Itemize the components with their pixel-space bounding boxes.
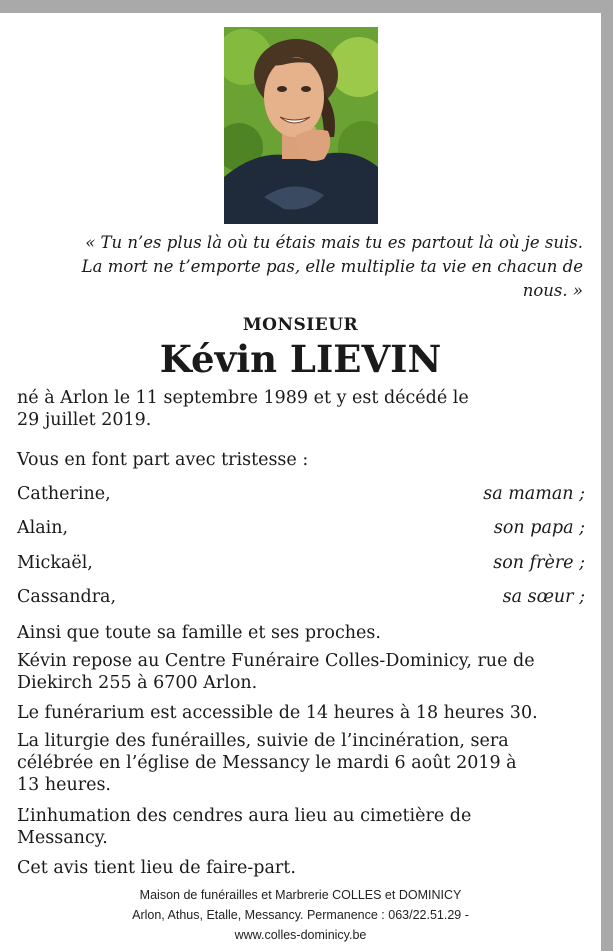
inhumation-text <box>17 805 587 849</box>
footer-line: Maison de funérailles et Marbrerie COLLES et DOMINICY <box>139 888 462 902</box>
notice-text: Cet avis tient lieu de faire-part. <box>17 858 296 878</box>
death-line: 29 juillet 2019. <box>17 410 152 430</box>
quote <box>20 231 583 303</box>
intro-text: Vous en font part avec tristesse : <box>17 450 309 470</box>
liturgy-text <box>17 730 587 796</box>
obituary-page <box>0 13 601 951</box>
repose-text <box>17 650 587 694</box>
family-row <box>17 483 585 505</box>
family-member-name: Cassandra, <box>17 587 117 607</box>
liturgy-line: célébrée en l’église de Messancy le mardi 6 août 2019 à <box>17 753 517 773</box>
hours-text: Le funérarium est accessible de 14 heures à 18 heures 30. <box>17 703 538 723</box>
family-member-name: Mickaël, <box>17 553 93 573</box>
footer-website-link[interactable]: www.colles-dominicy.be <box>234 928 367 942</box>
liturgy-line: La liturgie des funérailles, suivie de l’incinération, sera <box>17 731 509 751</box>
family-member-name: Alain, <box>17 518 69 538</box>
family-row <box>17 517 585 539</box>
family-row <box>17 552 585 574</box>
footer-line: Arlon, Athus, Etalle, Messancy. Permanence : 063/22.51.29 - <box>132 908 469 922</box>
repose-line: Kévin repose au Centre Funéraire Colles-Dominicy, rue de <box>17 651 535 671</box>
portrait-photo <box>224 27 378 224</box>
family-relation: sa sœur ; <box>502 587 585 607</box>
family-relation: son papa ; <box>493 518 585 538</box>
inhumation-line: Messancy. <box>17 828 108 848</box>
family-row <box>17 586 585 608</box>
family-relation: sa maman ; <box>483 484 585 504</box>
liturgy-line: 13 heures. <box>17 775 111 795</box>
quote-line: « Tu n’es plus là où tu étais mais tu es partout là où je suis. <box>85 233 583 252</box>
family-all-text: Ainsi que toute sa famille et ses proches. <box>17 623 381 643</box>
birth-death-info <box>17 387 587 431</box>
quote-line: nous. » <box>522 281 583 300</box>
family-relation: son frère ; <box>493 553 585 573</box>
repose-line: Diekirch 255 à 6700 Arlon. <box>17 673 258 693</box>
family-member-name: Catherine, <box>17 484 111 504</box>
deceased-name: Kévin LIEVIN <box>159 337 442 381</box>
funeral-home-footer <box>0 885 601 945</box>
quote-line: La mort ne t’emporte pas, elle multiplie ta vie en chacun de <box>81 257 583 276</box>
birth-line: né à Arlon le 11 septembre 1989 et y est décédé le <box>17 388 469 408</box>
inhumation-line: L’inhumation des cendres aura lieu au cimetière de <box>17 806 472 826</box>
civility: MONSIEUR <box>242 315 359 335</box>
